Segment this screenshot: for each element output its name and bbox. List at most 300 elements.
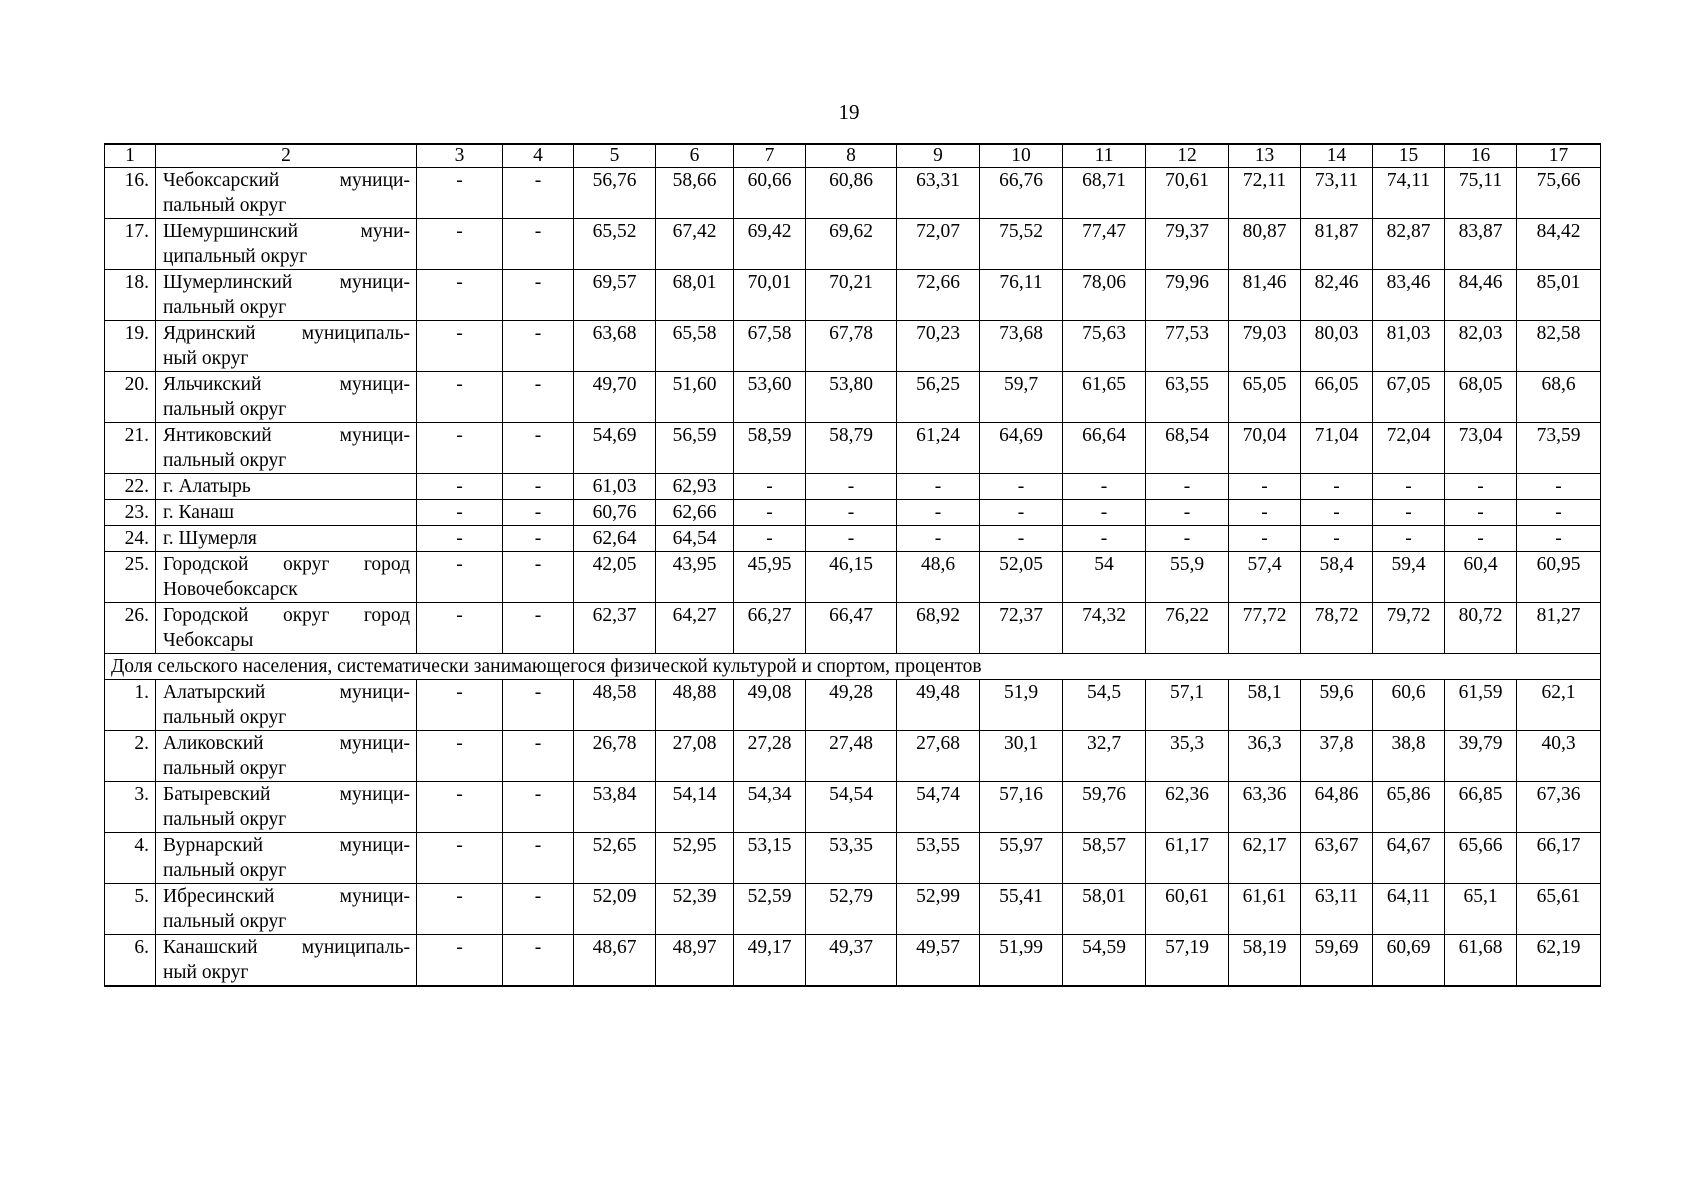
row-name xyxy=(156,321,417,372)
column-number-header: 6 xyxy=(656,144,734,168)
cell-col4: - xyxy=(503,168,574,219)
value-cell: 79,96 xyxy=(1146,270,1229,321)
value-cell: 61,03 xyxy=(574,474,656,500)
value-cell: 63,55 xyxy=(1146,372,1229,423)
cell-col3: - xyxy=(417,833,503,884)
row-number: 20. xyxy=(105,372,156,423)
row-name-line: пальный округ xyxy=(163,911,287,932)
row-name-line: пальный округ xyxy=(163,195,287,216)
value-cell: 68,05 xyxy=(1445,372,1517,423)
column-number-header: 12 xyxy=(1146,144,1229,168)
value-cell: 62,36 xyxy=(1146,782,1229,833)
value-cell: 65,66 xyxy=(1445,833,1517,884)
value-cell: 52,65 xyxy=(574,833,656,884)
value-cell: 81,87 xyxy=(1301,219,1373,270)
value-cell: 59,69 xyxy=(1301,935,1373,987)
row-name-line: пальный округ xyxy=(163,707,287,728)
value-cell: 59,4 xyxy=(1373,552,1445,603)
value-cell: 70,23 xyxy=(897,321,980,372)
value-cell: 58,4 xyxy=(1301,552,1373,603)
table-row xyxy=(105,603,1601,654)
value-cell: 53,35 xyxy=(806,833,897,884)
value-cell: 56,25 xyxy=(897,372,980,423)
value-cell: - xyxy=(1445,500,1517,526)
value-cell: 82,87 xyxy=(1373,219,1445,270)
value-cell: 70,21 xyxy=(806,270,897,321)
row-name-line: Городской округ город xyxy=(163,605,410,626)
value-cell: 27,68 xyxy=(897,731,980,782)
value-cell: 65,86 xyxy=(1373,782,1445,833)
value-cell: 48,6 xyxy=(897,552,980,603)
cell-col4: - xyxy=(503,935,574,987)
value-cell: 60,95 xyxy=(1517,552,1601,603)
row-name-line: Батыревский муници- xyxy=(163,784,410,805)
row-number: 24. xyxy=(105,526,156,552)
value-cell: 39,79 xyxy=(1445,731,1517,782)
value-cell: 27,28 xyxy=(734,731,806,782)
value-cell: 62,19 xyxy=(1517,935,1601,987)
row-number: 5. xyxy=(105,884,156,935)
value-cell: 68,92 xyxy=(897,603,980,654)
value-cell: 61,24 xyxy=(897,423,980,474)
row-number: 6. xyxy=(105,935,156,987)
value-cell: - xyxy=(806,526,897,552)
value-cell: 51,60 xyxy=(656,372,734,423)
value-cell: 62,37 xyxy=(574,603,656,654)
value-cell: 54,34 xyxy=(734,782,806,833)
row-name xyxy=(156,603,417,654)
table-row xyxy=(105,474,1601,500)
value-cell: 58,1 xyxy=(1229,680,1301,731)
value-cell: 67,05 xyxy=(1373,372,1445,423)
value-cell: 82,58 xyxy=(1517,321,1601,372)
value-cell: 76,22 xyxy=(1146,603,1229,654)
row-name-line: г. Шумерля xyxy=(163,528,257,549)
value-cell: 58,66 xyxy=(656,168,734,219)
value-cell: 54,14 xyxy=(656,782,734,833)
cell-col3: - xyxy=(417,526,503,552)
section-row xyxy=(105,654,1601,680)
column-number-header: 4 xyxy=(503,144,574,168)
row-name-line: пальный округ xyxy=(163,860,287,881)
value-cell: 63,31 xyxy=(897,168,980,219)
row-number: 4. xyxy=(105,833,156,884)
value-cell: 67,78 xyxy=(806,321,897,372)
value-cell: 72,37 xyxy=(980,603,1063,654)
value-cell: 74,11 xyxy=(1373,168,1445,219)
value-cell: 57,4 xyxy=(1229,552,1301,603)
row-number: 3. xyxy=(105,782,156,833)
cell-col3: - xyxy=(417,782,503,833)
value-cell: - xyxy=(897,500,980,526)
column-number-header: 8 xyxy=(806,144,897,168)
value-cell: 72,11 xyxy=(1229,168,1301,219)
value-cell: 60,66 xyxy=(734,168,806,219)
value-cell: 55,9 xyxy=(1146,552,1229,603)
value-cell: 83,46 xyxy=(1373,270,1445,321)
cell-col3: - xyxy=(417,270,503,321)
value-cell: 54,54 xyxy=(806,782,897,833)
value-cell: 52,05 xyxy=(980,552,1063,603)
value-cell: 68,6 xyxy=(1517,372,1601,423)
value-cell: 80,87 xyxy=(1229,219,1301,270)
value-cell: 67,42 xyxy=(656,219,734,270)
value-cell: 66,76 xyxy=(980,168,1063,219)
value-cell: - xyxy=(1229,526,1301,552)
value-cell: 78,72 xyxy=(1301,603,1373,654)
value-cell: 58,57 xyxy=(1063,833,1146,884)
value-cell: 58,59 xyxy=(734,423,806,474)
row-name xyxy=(156,680,417,731)
cell-col4: - xyxy=(503,423,574,474)
value-cell: 62,64 xyxy=(574,526,656,552)
row-name-line: Чебоксарский муници- xyxy=(163,170,410,191)
cell-col3: - xyxy=(417,168,503,219)
value-cell: 73,11 xyxy=(1301,168,1373,219)
value-cell: 49,70 xyxy=(574,372,656,423)
value-cell: 61,68 xyxy=(1445,935,1517,987)
value-cell: 38,8 xyxy=(1373,731,1445,782)
cell-col4: - xyxy=(503,474,574,500)
value-cell: 64,69 xyxy=(980,423,1063,474)
value-cell: 57,1 xyxy=(1146,680,1229,731)
value-cell: 48,58 xyxy=(574,680,656,731)
value-cell: - xyxy=(806,500,897,526)
value-cell: - xyxy=(1229,474,1301,500)
value-cell: 52,95 xyxy=(656,833,734,884)
value-cell: 49,37 xyxy=(806,935,897,987)
row-name-line: ный округ xyxy=(163,962,249,983)
value-cell: 81,27 xyxy=(1517,603,1601,654)
table-row xyxy=(105,372,1601,423)
value-cell: 62,66 xyxy=(656,500,734,526)
row-name xyxy=(156,500,417,526)
value-cell: 82,03 xyxy=(1445,321,1517,372)
value-cell: 67,58 xyxy=(734,321,806,372)
value-cell: 67,36 xyxy=(1517,782,1601,833)
cell-col4: - xyxy=(503,219,574,270)
value-cell: - xyxy=(980,500,1063,526)
row-name xyxy=(156,552,417,603)
value-cell: 30,1 xyxy=(980,731,1063,782)
value-cell: 85,01 xyxy=(1517,270,1601,321)
column-number-header: 9 xyxy=(897,144,980,168)
cell-col3: - xyxy=(417,474,503,500)
value-cell: 60,86 xyxy=(806,168,897,219)
value-cell: 70,04 xyxy=(1229,423,1301,474)
value-cell: 61,61 xyxy=(1229,884,1301,935)
row-name xyxy=(156,782,417,833)
cell-col3: - xyxy=(417,935,503,987)
row-name-line: Вурнарский муници- xyxy=(163,835,410,856)
column-number-header: 2 xyxy=(156,144,417,168)
value-cell: 80,03 xyxy=(1301,321,1373,372)
value-cell: - xyxy=(1146,526,1229,552)
value-cell: 81,46 xyxy=(1229,270,1301,321)
row-name-line: Янтиковский муници- xyxy=(163,425,410,446)
value-cell: 62,1 xyxy=(1517,680,1601,731)
value-cell: 54,59 xyxy=(1063,935,1146,987)
value-cell: 62,93 xyxy=(656,474,734,500)
value-cell: - xyxy=(897,474,980,500)
row-number: 22. xyxy=(105,474,156,500)
value-cell: 49,28 xyxy=(806,680,897,731)
value-cell: 48,97 xyxy=(656,935,734,987)
value-cell: - xyxy=(1146,500,1229,526)
value-cell: 68,54 xyxy=(1146,423,1229,474)
value-cell: 49,08 xyxy=(734,680,806,731)
value-cell: 42,05 xyxy=(574,552,656,603)
value-cell: 65,61 xyxy=(1517,884,1601,935)
row-name xyxy=(156,526,417,552)
value-cell: 56,59 xyxy=(656,423,734,474)
value-cell: 73,59 xyxy=(1517,423,1601,474)
value-cell: 65,05 xyxy=(1229,372,1301,423)
cell-col4: - xyxy=(503,321,574,372)
column-number-header: 15 xyxy=(1373,144,1445,168)
cell-col3: - xyxy=(417,884,503,935)
table-body xyxy=(105,144,1601,986)
header-row xyxy=(105,144,1601,168)
column-number-header: 17 xyxy=(1517,144,1601,168)
value-cell: 26,78 xyxy=(574,731,656,782)
row-number: 21. xyxy=(105,423,156,474)
value-cell: 66,64 xyxy=(1063,423,1146,474)
value-cell: 35,3 xyxy=(1146,731,1229,782)
cell-col3: - xyxy=(417,321,503,372)
value-cell: - xyxy=(1063,474,1146,500)
value-cell: 75,66 xyxy=(1517,168,1601,219)
value-cell: 70,61 xyxy=(1146,168,1229,219)
value-cell: 54 xyxy=(1063,552,1146,603)
cell-col4: - xyxy=(503,833,574,884)
row-name xyxy=(156,884,417,935)
column-number-header: 3 xyxy=(417,144,503,168)
value-cell: 52,39 xyxy=(656,884,734,935)
value-cell: 52,09 xyxy=(574,884,656,935)
value-cell: 46,15 xyxy=(806,552,897,603)
value-cell: 61,65 xyxy=(1063,372,1146,423)
value-cell: 58,79 xyxy=(806,423,897,474)
table-row xyxy=(105,552,1601,603)
value-cell: 64,54 xyxy=(656,526,734,552)
row-name-line: Яльчикский муници- xyxy=(163,374,410,395)
cell-col3: - xyxy=(417,731,503,782)
value-cell: - xyxy=(806,474,897,500)
cell-col4: - xyxy=(503,526,574,552)
value-cell: - xyxy=(980,474,1063,500)
row-name-line: пальный округ xyxy=(163,809,287,830)
value-cell: 62,17 xyxy=(1229,833,1301,884)
value-cell: 63,11 xyxy=(1301,884,1373,935)
column-number-header: 16 xyxy=(1445,144,1517,168)
cell-col4: - xyxy=(503,270,574,321)
value-cell: 77,53 xyxy=(1146,321,1229,372)
value-cell: - xyxy=(1445,474,1517,500)
table-row xyxy=(105,270,1601,321)
row-number: 17. xyxy=(105,219,156,270)
value-cell: 84,42 xyxy=(1517,219,1601,270)
value-cell: 68,01 xyxy=(656,270,734,321)
table-row xyxy=(105,321,1601,372)
value-cell: 48,67 xyxy=(574,935,656,987)
row-number: 2. xyxy=(105,731,156,782)
value-cell: 27,08 xyxy=(656,731,734,782)
row-name-line: пальный округ xyxy=(163,399,287,420)
column-number-header: 11 xyxy=(1063,144,1146,168)
value-cell: 68,71 xyxy=(1063,168,1146,219)
table-row xyxy=(105,423,1601,474)
table-row xyxy=(105,168,1601,219)
value-cell: 55,97 xyxy=(980,833,1063,884)
value-cell: 51,9 xyxy=(980,680,1063,731)
row-name-line: Городской округ город xyxy=(163,554,410,575)
value-cell: 54,69 xyxy=(574,423,656,474)
value-cell: 64,11 xyxy=(1373,884,1445,935)
value-cell: - xyxy=(1063,500,1146,526)
value-cell: 72,04 xyxy=(1373,423,1445,474)
value-cell: 27,48 xyxy=(806,731,897,782)
table-row xyxy=(105,680,1601,731)
value-cell: 60,6 xyxy=(1373,680,1445,731)
value-cell: 63,68 xyxy=(574,321,656,372)
table-row xyxy=(105,782,1601,833)
section-title: Доля сельского населения, систематически занимающегося физической культурой и спортом, процентов xyxy=(105,654,1601,680)
row-name-line: пальный округ xyxy=(163,297,287,318)
value-cell: 51,99 xyxy=(980,935,1063,987)
column-number-header: 1 xyxy=(105,144,156,168)
cell-col3: - xyxy=(417,219,503,270)
value-cell: 59,76 xyxy=(1063,782,1146,833)
value-cell: 63,36 xyxy=(1229,782,1301,833)
table-row xyxy=(105,219,1601,270)
value-cell: - xyxy=(1301,500,1373,526)
row-number: 26. xyxy=(105,603,156,654)
row-number: 16. xyxy=(105,168,156,219)
value-cell: 56,76 xyxy=(574,168,656,219)
value-cell: - xyxy=(1301,526,1373,552)
value-cell: 60,76 xyxy=(574,500,656,526)
value-cell: 58,19 xyxy=(1229,935,1301,987)
value-cell: 79,72 xyxy=(1373,603,1445,654)
row-name-line: Алатырский муници- xyxy=(163,682,410,703)
value-cell: 66,85 xyxy=(1445,782,1517,833)
value-cell: 59,7 xyxy=(980,372,1063,423)
value-cell: 58,01 xyxy=(1063,884,1146,935)
value-cell: 75,63 xyxy=(1063,321,1146,372)
value-cell: 70,01 xyxy=(734,270,806,321)
row-name xyxy=(156,423,417,474)
column-number-header: 5 xyxy=(574,144,656,168)
value-cell: 84,46 xyxy=(1445,270,1517,321)
value-cell: - xyxy=(1517,500,1601,526)
column-number-header: 7 xyxy=(734,144,806,168)
row-name-line: Канашский муниципаль- xyxy=(163,937,410,958)
value-cell: 52,99 xyxy=(897,884,980,935)
row-name-line: г. Алатырь xyxy=(163,476,251,497)
value-cell: 54,74 xyxy=(897,782,980,833)
row-name-line: Ядринский муниципаль- xyxy=(163,323,410,344)
value-cell: 53,84 xyxy=(574,782,656,833)
row-name xyxy=(156,372,417,423)
row-name xyxy=(156,833,417,884)
value-cell: 82,46 xyxy=(1301,270,1373,321)
value-cell: - xyxy=(980,526,1063,552)
row-name xyxy=(156,935,417,987)
row-name xyxy=(156,731,417,782)
row-name-line: пальный округ xyxy=(163,758,287,779)
value-cell: 64,27 xyxy=(656,603,734,654)
cell-col3: - xyxy=(417,423,503,474)
value-cell: 40,3 xyxy=(1517,731,1601,782)
column-number-header: 10 xyxy=(980,144,1063,168)
column-number-header: 13 xyxy=(1229,144,1301,168)
value-cell: 54,5 xyxy=(1063,680,1146,731)
value-cell: 57,19 xyxy=(1146,935,1229,987)
value-cell: 81,03 xyxy=(1373,321,1445,372)
value-cell: 52,79 xyxy=(806,884,897,935)
row-number: 19. xyxy=(105,321,156,372)
value-cell: 53,55 xyxy=(897,833,980,884)
table-row xyxy=(105,935,1601,987)
value-cell: 52,59 xyxy=(734,884,806,935)
row-name-line: Шумерлинский муници- xyxy=(163,272,410,293)
value-cell: - xyxy=(1517,474,1601,500)
row-name-line: ный округ xyxy=(163,348,249,369)
value-cell: 78,06 xyxy=(1063,270,1146,321)
row-name-line: Новочебоксарск xyxy=(163,579,298,600)
cell-col3: - xyxy=(417,372,503,423)
value-cell: - xyxy=(734,526,806,552)
value-cell: 83,87 xyxy=(1445,219,1517,270)
value-cell: - xyxy=(1146,474,1229,500)
value-cell: 53,80 xyxy=(806,372,897,423)
value-cell: - xyxy=(1517,526,1601,552)
page-number: 19 xyxy=(838,100,860,124)
value-cell: 75,52 xyxy=(980,219,1063,270)
value-cell: 64,86 xyxy=(1301,782,1373,833)
value-cell: 69,42 xyxy=(734,219,806,270)
value-cell: 49,48 xyxy=(897,680,980,731)
value-cell: 69,62 xyxy=(806,219,897,270)
cell-col4: - xyxy=(503,500,574,526)
value-cell: - xyxy=(1373,474,1445,500)
value-cell: - xyxy=(1373,526,1445,552)
value-cell: - xyxy=(734,474,806,500)
row-name-line: пальный округ xyxy=(163,450,287,471)
cell-col3: - xyxy=(417,603,503,654)
cell-col4: - xyxy=(503,782,574,833)
row-number: 1. xyxy=(105,680,156,731)
value-cell: 48,88 xyxy=(656,680,734,731)
table-row xyxy=(105,833,1601,884)
value-cell: 73,04 xyxy=(1445,423,1517,474)
value-cell: 66,17 xyxy=(1517,833,1601,884)
cell-col4: - xyxy=(503,884,574,935)
data-table xyxy=(104,143,1601,987)
row-number: 23. xyxy=(105,500,156,526)
row-name-line: Аликовский муници- xyxy=(163,733,410,754)
value-cell: 72,07 xyxy=(897,219,980,270)
value-cell: 60,4 xyxy=(1445,552,1517,603)
value-cell: 75,11 xyxy=(1445,168,1517,219)
table-row xyxy=(105,526,1601,552)
value-cell: - xyxy=(1063,526,1146,552)
cell-col3: - xyxy=(417,680,503,731)
value-cell: 63,67 xyxy=(1301,833,1373,884)
cell-col4: - xyxy=(503,552,574,603)
value-cell: 71,04 xyxy=(1301,423,1373,474)
